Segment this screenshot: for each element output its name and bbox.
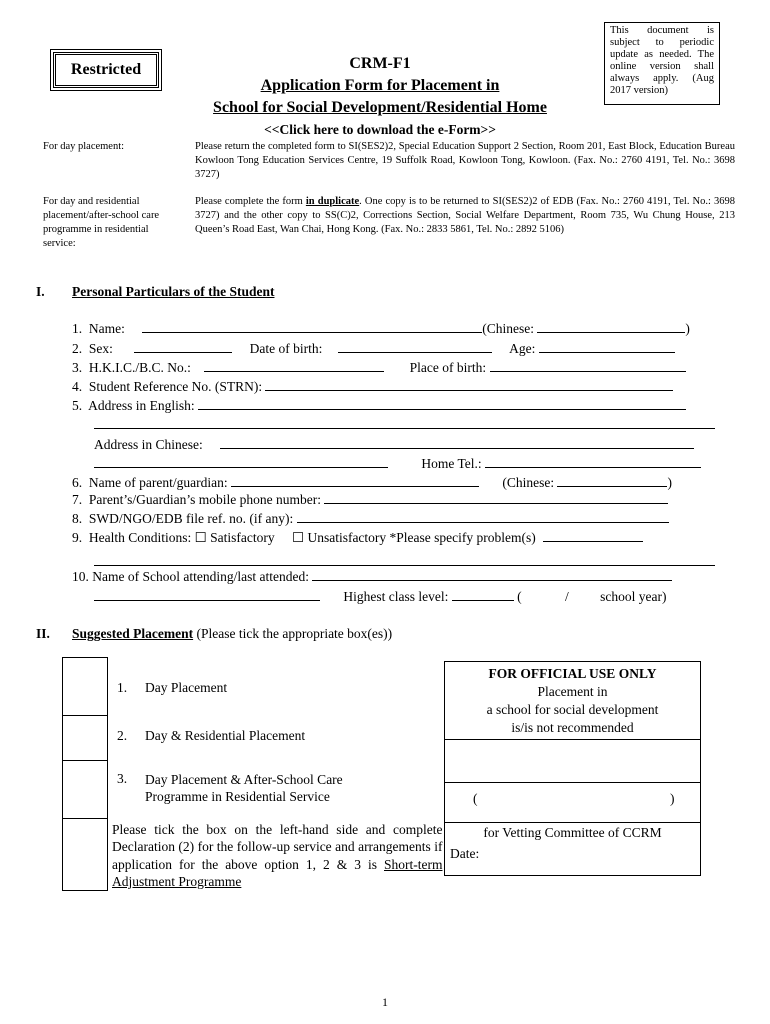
option-1: 1. Day Placement	[117, 679, 228, 695]
download-eform-link[interactable]: <<Click here to download the e-Form>>	[264, 122, 496, 137]
parent-chinese-name-input[interactable]	[557, 474, 667, 487]
field-ref-row: 8. SWD/NGO/EDB file ref. no. (if any):	[72, 510, 669, 527]
field-mobile-row: 7. Parent’s/Guardian’s mobile phone number:	[72, 491, 668, 508]
form-title-line2: School for Social Development/Residential Home	[213, 99, 547, 116]
sex-input[interactable]	[134, 340, 232, 353]
school-name-line2[interactable]	[94, 588, 320, 601]
hkic-input[interactable]	[204, 359, 384, 372]
address-english-input[interactable]	[198, 397, 686, 410]
field-address-en-row: 5. Address in English:	[72, 397, 686, 414]
option-3-checkbox[interactable]	[63, 761, 108, 819]
day-placement-instructions: Please return the completed form to SI(SES2)2, Special Education Support 2 Section, Room 201, East Block, Education Bureau Kowloon Tong Education Services Centre, 19 Suffolk Road, Kowloon Tong, Kowloon. (Fax. No.: 2760 4191, Tel. No.: 3698 3727)	[195, 141, 735, 180]
placement-options-table	[62, 657, 445, 891]
option-3: 3. Day Placement & After-School Care Programme in Residential Service	[117, 770, 343, 804]
dob-input[interactable]	[338, 340, 492, 353]
chinese-name-input[interactable]	[537, 320, 685, 333]
school-name-input[interactable]	[312, 568, 672, 581]
field-health-row: 9. Health Conditions: ☐ Satisfactory ☐ Unsatisfactory *Please specify problem(s)	[72, 529, 643, 546]
field-name-row: 1. Name: (Chinese: )	[72, 321, 690, 336]
home-tel-input[interactable]	[485, 455, 701, 468]
name-input[interactable]	[142, 320, 482, 333]
option-1-checkbox[interactable]	[63, 658, 108, 716]
health-problem-input[interactable]	[543, 529, 643, 542]
official-line-3: is/is not recommended	[511, 720, 634, 735]
official-line-1: Placement in	[537, 684, 608, 699]
parent-name-input[interactable]	[231, 474, 479, 487]
health-problem-line2[interactable]	[94, 565, 715, 566]
section-2-number: II.	[36, 626, 50, 641]
residential-placement-label: For day and residential placement/after-school care programme in residential service:	[43, 196, 160, 249]
mobile-input[interactable]	[324, 491, 668, 504]
place-of-birth-input[interactable]	[490, 359, 686, 372]
field-hkic-row: 3. H.K.I.C./B.C. No.: Place of birth:	[72, 359, 686, 376]
field-parent-row: 6. Name of parent/guardian: (Chinese: )	[72, 475, 672, 490]
field-home-tel-row: Home Tel.:	[94, 455, 701, 472]
address-chinese-line2[interactable]	[94, 455, 388, 468]
form-code: CRM-F1	[349, 55, 411, 72]
section-1-number: I.	[36, 284, 45, 299]
official-use-heading: FOR OFFICIAL USE ONLY	[488, 666, 657, 681]
option-2: 2. Day & Residential Placement	[117, 727, 306, 743]
vetting-committee-label: for Vetting Committee of CCRM	[483, 825, 662, 840]
form-title-line1: Application Form for Placement in	[260, 77, 500, 94]
field-school-row: 10. Name of School attending/last attended:	[72, 568, 672, 585]
field-strn-row: 4. Student Reference No. (STRN):	[72, 378, 673, 395]
short-term-note: Please tick the box on the left-hand side and complete Declaration (2) for the follow-up service and arrangements if application for the above option 1, 2 & 3 is Short-term Adjustment Programme	[112, 821, 443, 889]
unsatisfactory-checkbox[interactable]: ☐ Unsatisfactory *Please specify problem(s)	[291, 530, 536, 545]
restricted-label: Restricted	[53, 52, 159, 88]
field-sex-row: 2. Sex: Date of birth: Age:	[72, 340, 675, 357]
official-date-label: Date:	[450, 846, 480, 861]
official-use-box	[444, 661, 701, 876]
short-term-checkbox[interactable]	[63, 819, 108, 891]
official-signature-field[interactable]: ( )	[445, 783, 700, 823]
address-chinese-input[interactable]	[220, 436, 694, 449]
field-class-row: Highest class level: ( / school year)	[94, 588, 666, 605]
strn-input[interactable]	[265, 378, 673, 391]
official-recommendation-field[interactable]	[445, 740, 700, 783]
address-english-line2[interactable]	[94, 428, 715, 429]
satisfactory-checkbox[interactable]: ☐ Satisfactory	[194, 530, 275, 545]
field-address-cn-row: Address in Chinese:	[94, 436, 694, 453]
section-1-title: Personal Particulars of the Student	[72, 284, 275, 299]
official-line-2: a school for social development	[486, 702, 659, 717]
class-level-input[interactable]	[452, 588, 514, 601]
option-2-checkbox[interactable]	[63, 716, 108, 761]
page-number: 1	[382, 995, 388, 1009]
residential-placement-instructions: Please complete the form in duplicate. One copy is to be returned to SI(SES2)2 of EDB (Fax. No.: 2760 4191, Tel. No.: 3698 3727) and the other copy to SS(C)2, Corrections Section, Social Welfare Department, Room 735, Wu Chung House, 213 Queen’s Road East, Wan Chai, Hong Kong. (Fax. No.: 2833 5861, Tel. No.: 2892 5106)	[195, 196, 735, 235]
file-ref-input[interactable]	[297, 510, 669, 523]
section-2-title: Suggested Placement (Please tick the appropriate box(es))	[72, 626, 393, 641]
day-placement-label: For day placement:	[43, 141, 125, 152]
age-input[interactable]	[539, 340, 675, 353]
version-notice: This document is subject to periodic update as needed. The online version shall always apply. (Aug 2017 version)	[604, 22, 720, 105]
